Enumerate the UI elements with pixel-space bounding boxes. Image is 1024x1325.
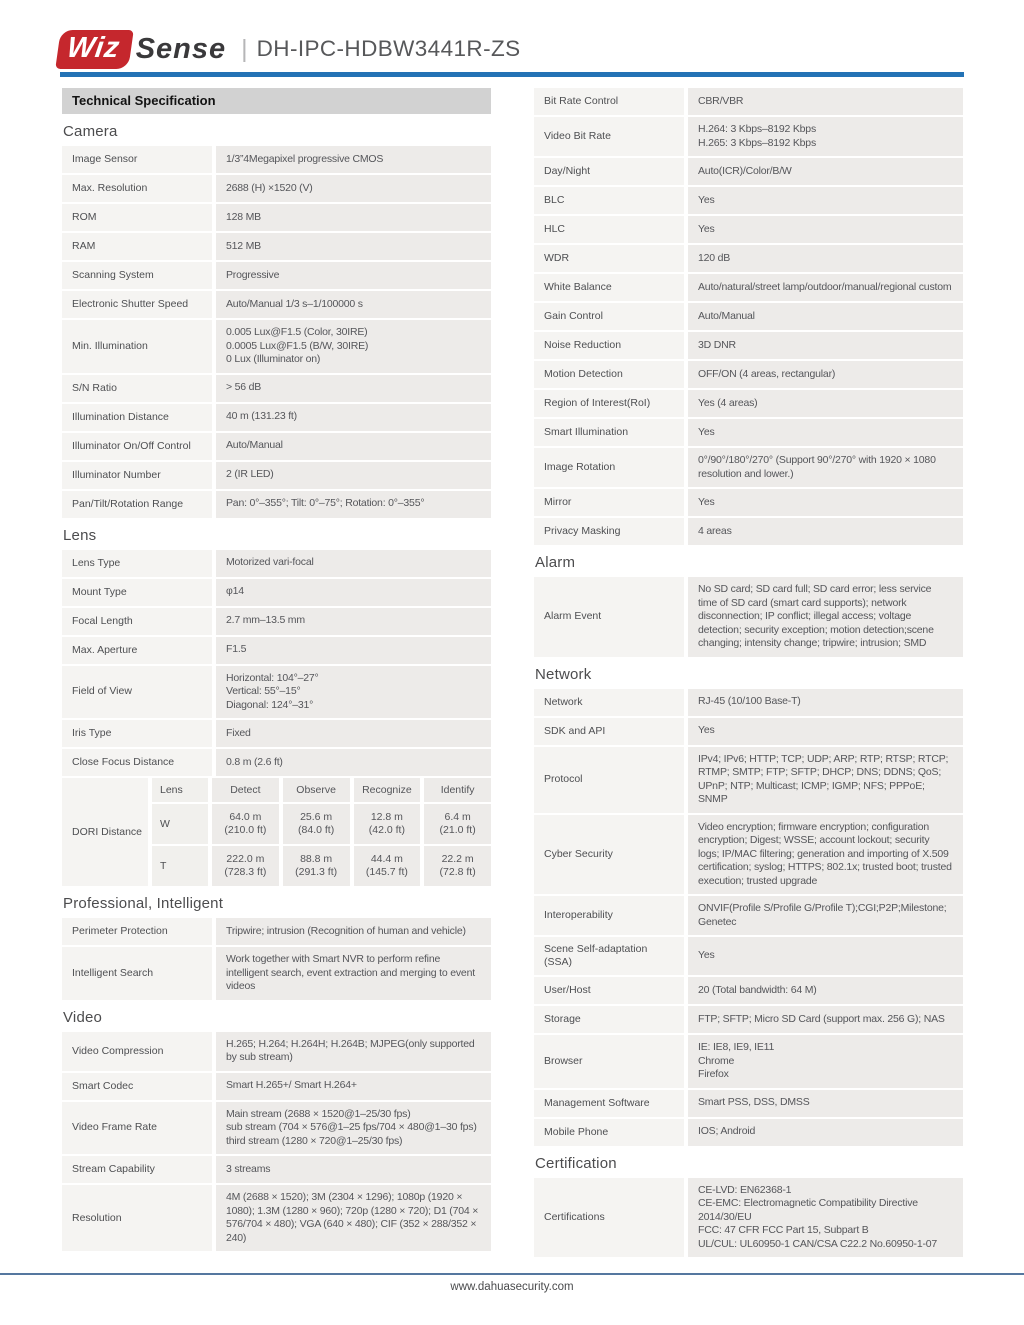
spec-value (688, 577, 963, 657)
spec-value-line: Auto/Manual (698, 309, 755, 322)
spec-row-mirror (534, 489, 963, 516)
spec-label: Mobile Phone (534, 1119, 684, 1146)
spec-label: Lens Type (62, 550, 212, 577)
spec-label: Interoperability (534, 896, 684, 935)
spec-value-line: H.264: 3 Kbps–8192 Kbps (698, 123, 816, 135)
spec-row-image-sensor (62, 146, 491, 173)
spec-row-blc (534, 187, 963, 214)
header-separator: | (241, 34, 248, 63)
spec-value-line: Chrome (698, 1054, 735, 1067)
spec-value-line: Horizontal: 104°–27° (226, 671, 319, 684)
spec-value-line: ONVIF(Profile S/Profile G/Profile T);CGI;P2P;Milestone; Genetec (698, 902, 947, 928)
spec-label: ROM (62, 204, 212, 231)
spec-value (688, 718, 963, 745)
spec-value-line: Auto/Manual 1/3 s–1/100000 s (226, 297, 363, 310)
spec-value (216, 666, 491, 719)
spec-value (216, 1102, 491, 1155)
spec-label: Cyber Security (534, 815, 684, 895)
spec-row-s-n-ratio (62, 375, 491, 402)
dori-grid (152, 778, 491, 886)
spec-value-line: (291.3 ft) (295, 866, 338, 878)
spec-value-line: 128 MB (226, 210, 261, 223)
spec-value (216, 550, 491, 577)
spec-value (688, 448, 963, 487)
spec-value-line: Yes (698, 495, 715, 508)
spec-label: WDR (534, 245, 684, 272)
spec-value-line: Motorized vari-focal (226, 556, 314, 569)
header-rule (60, 72, 964, 77)
spec-label: Perimeter Protection (62, 918, 212, 945)
spec-value (216, 375, 491, 402)
spec-value (216, 491, 491, 518)
spec-value-line: Progressive (226, 268, 280, 281)
spec-label: Video Compression (62, 1032, 212, 1071)
spec-label: Field of View (62, 666, 212, 719)
spec-label: Region of Interest(RoI) (534, 390, 684, 417)
spec-row-stream-capability (62, 1156, 491, 1183)
spec-label: Focal Length (62, 608, 212, 635)
spec-value-line: 2.7 mm–13.5 mm (226, 614, 305, 627)
spec-value (216, 720, 491, 747)
spec-value-line: φ14 (226, 585, 244, 598)
spec-row-cyber-security (534, 815, 963, 895)
spec-row-illuminator-number (62, 462, 491, 489)
spec-row-sdk-and-api (534, 718, 963, 745)
dori-row-t (152, 846, 491, 886)
spec-label: User/Host (534, 977, 684, 1004)
spec-label: Max. Aperture (62, 637, 212, 664)
spec-value-line: Auto/natural/street lamp/outdoor/manual/regional custom (698, 280, 952, 293)
spec-label: Close Focus Distance (62, 749, 212, 776)
dori-value-cell (283, 846, 350, 886)
spec-value-line: Vertical: 55°–15° (226, 685, 301, 697)
spec-label: Smart Codec (62, 1073, 212, 1100)
spec-row-scene-self-adaptation-ssa (534, 937, 963, 975)
spec-columns (62, 88, 963, 1259)
spec-label: Certifications (534, 1178, 684, 1258)
spec-value-line: Firefox (698, 1068, 729, 1080)
spec-value-line: Yes (698, 724, 715, 737)
spec-row-user-host (534, 977, 963, 1004)
spec-row-resolution (62, 1185, 491, 1251)
spec-label: Min. Illumination (62, 320, 212, 373)
spec-row-certifications (534, 1178, 963, 1258)
spec-value-line: 22.2 m (441, 853, 474, 865)
spec-label: Stream Capability (62, 1156, 212, 1183)
spec-value-line: 0.8 m (2.6 ft) (226, 755, 283, 768)
spec-row-electronic-shutter-speed (62, 291, 491, 318)
spec-row-video-compression (62, 1032, 491, 1071)
spec-value (216, 404, 491, 431)
spec-value (688, 815, 963, 895)
spec-value-line: 0.0005 Lux@F1.5 (B/W, 30IRE) (226, 339, 369, 352)
spec-row-privacy-masking (534, 518, 963, 545)
spec-value-line: IOS; Android (698, 1125, 756, 1138)
footer-rule (0, 1273, 1024, 1275)
spec-label: Video Frame Rate (62, 1102, 212, 1155)
spec-value-line: (145.7 ft) (365, 866, 408, 878)
spec-row-hlc (534, 216, 963, 243)
spec-value (688, 747, 963, 813)
spec-value (216, 262, 491, 289)
spec-label: Max. Resolution (62, 175, 212, 202)
spec-value (216, 146, 491, 173)
spec-label: Image Rotation (534, 448, 684, 487)
spec-value (216, 1073, 491, 1100)
spec-value-line: 512 MB (226, 239, 261, 252)
spec-label: RAM (62, 233, 212, 260)
spec-label: Network (534, 689, 684, 716)
spec-row-pan-tilt-rotation-range (62, 491, 491, 518)
spec-label: Scanning System (62, 262, 212, 289)
spec-value (688, 977, 963, 1004)
spec-value-line: 12.8 m (370, 811, 403, 823)
spec-value-line: UL/CUL: UL60950-1 CAN/CSA C22.2 No.60950-1-07 (698, 1237, 938, 1250)
spec-value-line: FCC: 47 CFR FCC Part 15, Subpart B (698, 1224, 869, 1236)
spec-column-left (62, 88, 491, 1253)
spec-value-line: Yes (4 areas) (698, 396, 758, 409)
section-title-professional-intelligent: Professional, Intelligent (63, 895, 224, 912)
spec-row-scanning-system (62, 262, 491, 289)
spec-value (688, 303, 963, 330)
spec-value-line: Yes (698, 193, 715, 206)
spec-label: Illuminator On/Off Control (62, 433, 212, 460)
spec-value-line: Work together with Smart NVR to perform refine intelligent search, event extraction and merging to event videos (226, 953, 475, 992)
dori-value-cell (424, 804, 491, 844)
spec-value-line: No SD card; SD card full; SD card error; less service time of SD card (smart card supports); network disconnection; IP conflict; illegal access; voltage detection; security exception; motion detection;scene changing; intensity change; tripwire; intrusion; SMD (698, 583, 934, 649)
section-title-alarm: Alarm (535, 554, 576, 571)
spec-label: Intelligent Search (62, 947, 212, 1000)
spec-label: Pan/Tilt/Rotation Range (62, 491, 212, 518)
section-title-certification: Certification (535, 1154, 617, 1172)
spec-row-max-resolution (62, 175, 491, 202)
spec-label: Iris Type (62, 720, 212, 747)
wizsense-logo-sense: Sense (135, 32, 227, 65)
spec-row-intelligent-search (62, 947, 491, 1000)
spec-row-image-rotation (534, 448, 963, 487)
spec-value (688, 1090, 963, 1117)
spec-value-line: 20 (Total bandwidth: 64 M) (698, 983, 817, 996)
spec-row-smart-illumination (534, 419, 963, 446)
spec-value (688, 332, 963, 359)
spec-label: SDK and API (534, 718, 684, 745)
dori-value-cell (212, 846, 279, 886)
spec-value (688, 689, 963, 716)
spec-label: Privacy Masking (534, 518, 684, 545)
spec-value-line: Auto/Manual (226, 439, 283, 452)
spec-label: White Balance (534, 274, 684, 301)
spec-row-gain-control (534, 303, 963, 330)
spec-value-line: Fixed (226, 726, 251, 739)
spec-row-rom (62, 204, 491, 231)
spec-value-line: 4M (2688 × 1520); 3M (2304 × 1296); 1080p (1920 × 1080); 1.3M (1280 × 960); 720p (1280 × 720); D1 (704 × 576/704 × 480); VGA (640 × 480); CIF (352 × 288/352 × 240) (226, 1191, 479, 1244)
spec-value (688, 419, 963, 446)
spec-value (216, 233, 491, 260)
dori-distance-table (62, 778, 491, 886)
spec-row-illuminator-on-off-control (62, 433, 491, 460)
header-brand-row (58, 27, 521, 71)
spec-value (216, 918, 491, 945)
spec-value-line: Auto(ICR)/Color/B/W (698, 164, 792, 177)
spec-row-noise-reduction (534, 332, 963, 359)
spec-value-line: > 56 dB (226, 381, 262, 394)
spec-value-line: sub stream (704 × 576@1–25 fps/704 × 480@1–30 fps) (226, 1121, 477, 1133)
spec-value-line: CE-EMC: Electromagnetic Compatibility Directive 2014/30/EU (698, 1197, 918, 1223)
spec-value-line: Diagonal: 124°–31° (226, 698, 314, 711)
spec-value-line: 222.0 m (226, 853, 265, 865)
spec-value-line: 0 Lux (Illuminator on) (226, 353, 321, 365)
spec-value-line: RJ-45 (10/100 Base-T) (698, 695, 801, 708)
spec-row-storage (534, 1006, 963, 1033)
spec-value-line: 3 streams (226, 1162, 271, 1175)
spec-value (216, 749, 491, 776)
spec-label: Alarm Event (534, 577, 684, 657)
dori-value-cell (354, 804, 421, 844)
section-title-video: Video (63, 1008, 103, 1026)
spec-value (688, 187, 963, 214)
dori-value-cell (283, 804, 350, 844)
spec-row-interoperability (534, 896, 963, 935)
spec-value-line: (84.0 ft) (298, 824, 335, 836)
spec-value-line: IPv4; IPv6; HTTP; TCP; UDP; ARP; RTP; RTSP; RTCP; RTMP; SMTP; FTP; SFTP; DHCP; DNS; DDNS; QoS; UPnP; NTP; Multicast; ICMP; IGMP; NFS; PPPoE; SNMP (698, 752, 949, 805)
spec-value-line: Yes (698, 425, 715, 438)
spec-value (688, 896, 963, 935)
spec-value-line: 1/3”4Megapixel progressive CMOS (226, 152, 384, 165)
spec-row-wdr (534, 245, 963, 272)
spec-value (688, 117, 963, 156)
spec-value-line: (42.0 ft) (368, 824, 405, 836)
spec-value-line: 40 m (131.23 ft) (226, 410, 297, 423)
spec-column-right (534, 88, 963, 1259)
spec-value-line: Video encryption; firmware encryption; configuration encryption; Digest; WSSE; account lockout; security logs; IP/MAC filtering; generation and importing of X.509 certification; syslog; HTTPS; 802.1x; trusted boot; trusted execution; trusted upgrade (698, 820, 952, 887)
spec-row-field-of-view (62, 666, 491, 719)
spec-value-line: FTP; SFTP; Micro SD Card (support max. 256 G); NAS (698, 1012, 945, 1025)
spec-value-line: 2 (IR LED) (226, 468, 274, 481)
spec-value (688, 361, 963, 388)
spec-label: Electronic Shutter Speed (62, 291, 212, 318)
spec-value-line: Smart H.265+/ Smart H.264+ (226, 1079, 357, 1092)
spec-label: Storage (534, 1006, 684, 1033)
spec-value-line: (21.0 ft) (439, 824, 476, 836)
spec-label: Smart Illumination (534, 419, 684, 446)
spec-value (688, 1035, 963, 1088)
spec-row-region-of-interest-roi (534, 390, 963, 417)
technical-specification-bar: Technical Specification (62, 88, 491, 114)
dori-header-lens: Lens (152, 778, 208, 802)
spec-value-line: 0.005 Lux@F1.5 (Color, 30IRE) (226, 326, 368, 338)
spec-value-line: (72.8 ft) (439, 866, 476, 878)
spec-label: HLC (534, 216, 684, 243)
spec-row-alarm-event (534, 577, 963, 657)
spec-value (688, 390, 963, 417)
spec-value (688, 1006, 963, 1033)
spec-label: Day/Night (534, 158, 684, 185)
spec-row-video-frame-rate (62, 1102, 491, 1155)
spec-value-line: 0°/90°/180°/270° (Support 90°/270° with 1920 × 1080 resolution and lower.) (698, 454, 936, 480)
dori-header-identify: Identify (424, 778, 491, 802)
section-title-network: Network (535, 665, 592, 683)
spec-label: Bit Rate Control (534, 88, 684, 115)
spec-value (216, 1185, 491, 1251)
spec-row-mount-type (62, 579, 491, 606)
spec-row-protocol (534, 747, 963, 813)
spec-value-line: Yes (698, 222, 715, 235)
spec-value-line: Tripwire; intrusion (Recognition of human and vehicle) (226, 924, 466, 937)
spec-row-mobile-phone (534, 1119, 963, 1146)
spec-row-focal-length (62, 608, 491, 635)
spec-value (688, 937, 963, 975)
spec-value-line: CBR/VBR (698, 94, 744, 107)
footer-website-url: www.dahuasecurity.com (450, 1281, 574, 1293)
spec-value-line: 3D DNR (698, 338, 736, 351)
spec-row-illumination-distance (62, 404, 491, 431)
spec-value-line: F1.5 (226, 643, 247, 656)
spec-value (688, 274, 963, 301)
spec-row-video-bit-rate (534, 117, 963, 156)
spec-value (216, 320, 491, 373)
spec-value (216, 637, 491, 664)
dori-value-cell (212, 804, 279, 844)
spec-value (216, 291, 491, 318)
spec-row-max-aperture (62, 637, 491, 664)
spec-label: Image Sensor (62, 146, 212, 173)
spec-value-line: 64.0 m (229, 811, 262, 823)
spec-value-line: IE: IE8, IE9, IE11 (698, 1041, 775, 1053)
dori-header-detect: Detect (212, 778, 279, 802)
spec-label: Illumination Distance (62, 404, 212, 431)
spec-value (216, 175, 491, 202)
spec-row-ram (62, 233, 491, 260)
spec-row-management-software (534, 1090, 963, 1117)
spec-value-line: third stream (1280 × 720@1–25/30 fps) (226, 1134, 403, 1147)
spec-value (216, 1156, 491, 1183)
spec-row-close-focus-distance (62, 749, 491, 776)
spec-label: DORI Distance (62, 778, 148, 886)
product-model-title: DH-IPC-HDBW3441R-ZS (256, 36, 521, 61)
spec-label: Resolution (62, 1185, 212, 1251)
spec-value (688, 158, 963, 185)
section-title-lens: Lens (63, 526, 97, 544)
spec-label: Scene Self-adaptation (SSA) (534, 937, 684, 975)
spec-label: Protocol (534, 747, 684, 813)
spec-value-line: 4 areas (698, 524, 732, 537)
spec-label: Mirror (534, 489, 684, 516)
spec-row-white-balance (534, 274, 963, 301)
spec-row-day-night (534, 158, 963, 185)
spec-value-line: CE-LVD: EN62368-1 (698, 1183, 792, 1196)
spec-row-lens-type (62, 550, 491, 577)
spec-value-line: 120 dB (698, 251, 731, 264)
spec-value (688, 489, 963, 516)
spec-value (216, 608, 491, 635)
spec-row-smart-codec (62, 1073, 491, 1100)
spec-value-line: 25.6 m (300, 811, 333, 823)
wizsense-logo-wiz: Wiz (64, 31, 123, 64)
spec-value (216, 204, 491, 231)
dori-value-cell (354, 846, 421, 886)
spec-value-line: H.265: 3 Kbps–8192 Kbps (698, 136, 816, 149)
spec-value (688, 88, 963, 115)
spec-row-perimeter-protection (62, 918, 491, 945)
spec-label: Illuminator Number (62, 462, 212, 489)
spec-label: Mount Type (62, 579, 212, 606)
spec-label: Management Software (534, 1090, 684, 1117)
spec-label: Noise Reduction (534, 332, 684, 359)
spec-value-line: 44.4 m (370, 853, 403, 865)
wizsense-logo-badge (55, 30, 133, 69)
spec-value-line: Main stream (2688 × 1520@1–25/30 fps) (226, 1107, 411, 1120)
dori-header-observe: Observe (283, 778, 350, 802)
section-title-camera: Camera (63, 123, 118, 140)
spec-row-motion-detection (534, 361, 963, 388)
spec-label: Gain Control (534, 303, 684, 330)
spec-value-line: Yes (698, 949, 715, 962)
spec-row-iris-type (62, 720, 491, 747)
spec-row-bit-rate-control (534, 88, 963, 115)
spec-value (216, 433, 491, 460)
spec-value-line: OFF/ON (4 areas, rectangular) (698, 367, 836, 380)
spec-value (216, 579, 491, 606)
spec-value (688, 1178, 963, 1258)
spec-value (688, 245, 963, 272)
spec-value-line: Pan: 0°–355°; Tilt: 0°–75°; Rotation: 0°–355° (226, 497, 425, 510)
spec-value-line: 88.8 m (300, 853, 333, 865)
spec-label: Motion Detection (534, 361, 684, 388)
spec-value-line: 2688 (H) ×1520 (V) (226, 181, 313, 194)
spec-value (688, 518, 963, 545)
dori-value-cell (424, 846, 491, 886)
dori-header-row (152, 778, 491, 802)
dori-row-w (152, 804, 491, 844)
spec-value (216, 947, 491, 1000)
spec-row-min-illumination (62, 320, 491, 373)
dori-lens-cell: T (152, 846, 208, 886)
spec-row-browser (534, 1035, 963, 1088)
dori-header-recognize: Recognize (354, 778, 421, 802)
dori-lens-cell: W (152, 804, 208, 844)
spec-value-line: (728.3 ft) (224, 866, 267, 878)
spec-label: Video Bit Rate (534, 117, 684, 156)
spec-value-line: Smart PSS, DSS, DMSS (698, 1096, 810, 1109)
spec-label: Browser (534, 1035, 684, 1088)
spec-value (216, 462, 491, 489)
spec-label: S/N Ratio (62, 375, 212, 402)
spec-value-line: (210.0 ft) (224, 824, 267, 836)
spec-value (216, 1032, 491, 1071)
spec-label: BLC (534, 187, 684, 214)
spec-value-line: 6.4 m (444, 811, 471, 823)
spec-value (688, 216, 963, 243)
spec-row-network (534, 689, 963, 716)
spec-value (688, 1119, 963, 1146)
spec-value-line: H.265; H.264; H.264H; H.264B; MJPEG(only supported by sub stream) (226, 1037, 475, 1063)
